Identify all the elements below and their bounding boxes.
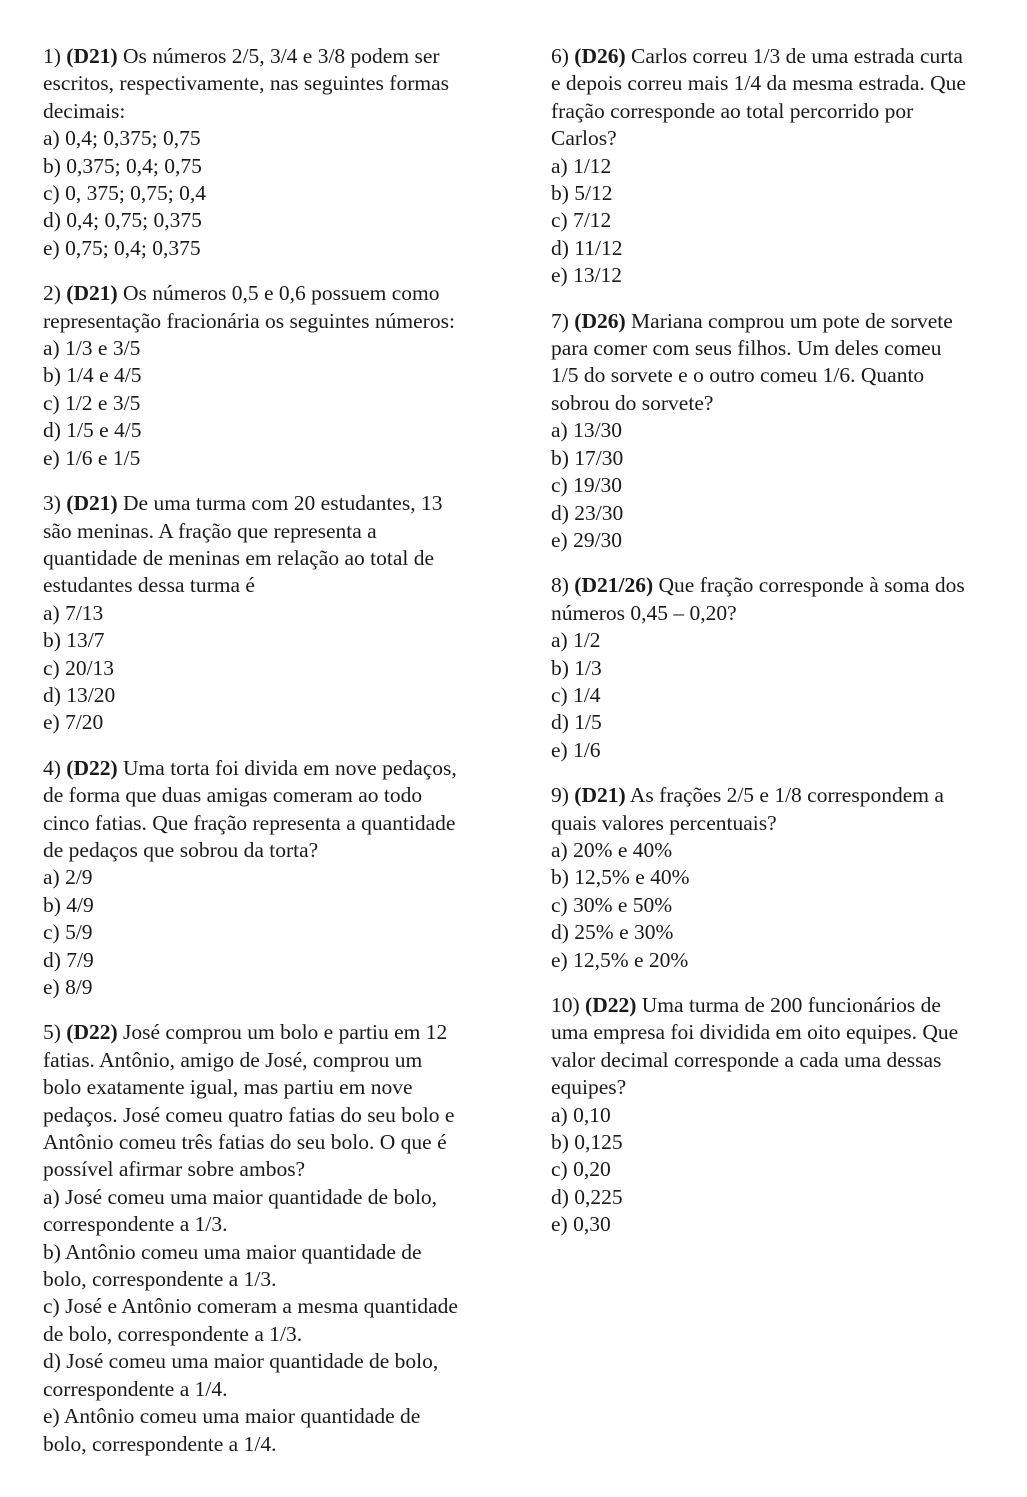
- descriptor-code: (D26): [574, 308, 626, 333]
- answer-option: a) 1/12: [551, 153, 612, 178]
- question-stem-line: para comer com seus filhos. Um deles comeu: [551, 336, 942, 361]
- question-block: [43, 43, 488, 262]
- question-stem-line: quantidade de meninas em relação ao total de: [43, 545, 435, 570]
- question-stem-line: Carlos?: [551, 126, 617, 151]
- question-stem-line: [43, 755, 488, 782]
- question-stem-line: [551, 43, 996, 70]
- question-stem-line: quais valores percentuais?: [551, 810, 777, 835]
- answer-option: b) 13/7: [43, 628, 105, 653]
- answer-option: e) 13/12: [551, 263, 623, 288]
- descriptor-code: (D21): [574, 783, 626, 808]
- question-spacer: [551, 554, 996, 572]
- question-stem-line: escritos, respectivamente, nas seguintes formas: [43, 71, 449, 96]
- question-text: Uma turma de 200 funcionários de: [641, 993, 941, 1017]
- answer-option: e) 1/6 e 1/5: [43, 445, 141, 470]
- question-stem-line: [551, 308, 996, 335]
- question-block: [551, 43, 996, 290]
- question-spacer: [43, 472, 488, 490]
- descriptor-code: (D21/26): [574, 573, 654, 598]
- question-block: [551, 308, 996, 555]
- answer-option: c) 7/12: [551, 208, 612, 233]
- question-stem-line: equipes?: [551, 1075, 627, 1100]
- answer-option: b) 0,125: [551, 1130, 623, 1155]
- question-stem-line: [551, 782, 996, 809]
- answer-option: b) 1/4 e 4/5: [43, 363, 142, 388]
- answer-option: a) 13/30: [551, 418, 623, 443]
- question-text: Carlos correu 1/3 de uma estrada curta: [631, 44, 963, 68]
- answer-option: bolo, correspondente a 1/4.: [43, 1431, 277, 1456]
- question-stem-line: e depois correu mais 1/4 da mesma estrada. Que: [551, 71, 966, 96]
- question-block: [551, 992, 996, 1239]
- question-block: [43, 280, 488, 472]
- question-stem-line: possível afirmar sobre ambos?: [43, 1157, 306, 1182]
- answer-option: d) 25% e 30%: [551, 920, 674, 945]
- question-block: [551, 782, 996, 974]
- question-stem-line: fração corresponde ao total percorrido por: [551, 98, 914, 123]
- answer-option: a) 1/3 e 3/5: [43, 336, 141, 361]
- question-stem-line: números 0,45 – 0,20?: [551, 600, 737, 625]
- answer-option: d) 13/20: [43, 682, 116, 707]
- question-block: [43, 755, 488, 1002]
- question-stem-line: 1/5 do sorvete e o outro comeu 1/6. Quanto: [551, 363, 925, 388]
- answer-option: a) 0,4; 0,375; 0,75: [43, 126, 201, 151]
- question-stem-line: Antônio comeu três fatias do seu bolo. O que é: [43, 1130, 447, 1155]
- answer-option: e) 0,30: [551, 1212, 611, 1237]
- answer-option: e) Antônio comeu uma maior quantidade de: [43, 1404, 421, 1429]
- answer-option: c) 1/2 e 3/5: [43, 390, 141, 415]
- question-number: 10): [551, 993, 580, 1017]
- answer-option: a) José comeu uma maior quantidade de bolo,: [43, 1184, 438, 1209]
- descriptor-code: (D21): [66, 491, 118, 516]
- question-stem-line: [43, 280, 488, 307]
- question-spacer: [43, 262, 488, 280]
- answer-option: c) 5/9: [43, 920, 93, 945]
- answer-option: c) José e Antônio comeram a mesma quantidade: [43, 1294, 458, 1319]
- answer-option: b) Antônio comeu uma maior quantidade de: [43, 1239, 422, 1264]
- answer-option: e) 8/9: [43, 975, 93, 999]
- answer-option: d) 0,225: [551, 1184, 623, 1209]
- answer-option: a) 0,10: [551, 1102, 611, 1127]
- question-stem-line: [551, 992, 996, 1019]
- question-stem-line: sobrou do sorvete?: [551, 390, 714, 415]
- question-block: [43, 1019, 488, 1458]
- question-stem-line: são meninas. A fração que representa a: [43, 518, 377, 543]
- answer-option: c) 30% e 50%: [551, 892, 673, 917]
- question-number: 3): [43, 491, 61, 516]
- right-column: [551, 43, 996, 1239]
- descriptor-code: (D22): [66, 1020, 118, 1045]
- answer-option: a) 20% e 40%: [551, 837, 673, 862]
- descriptor-code: (D21): [66, 44, 118, 68]
- question-stem-line: bolo exatamente igual, mas partiu em nove: [43, 1075, 413, 1100]
- question-number: 8): [551, 573, 569, 598]
- descriptor-code: (D26): [574, 44, 626, 68]
- answer-option: d) 23/30: [551, 500, 624, 525]
- question-spacer: [43, 737, 488, 755]
- question-block: [43, 490, 488, 737]
- answer-option: d) 1/5 e 4/5: [43, 418, 142, 443]
- answer-option: d) 0,4; 0,75; 0,375: [43, 208, 202, 233]
- answer-option: e) 7/20: [43, 710, 104, 735]
- left-column: [43, 43, 488, 1458]
- answer-option: a) 2/9: [43, 865, 93, 890]
- question-number: 2): [43, 281, 61, 306]
- answer-option: b) 0,375; 0,4; 0,75: [43, 153, 202, 178]
- answer-option: correspondente a 1/4.: [43, 1376, 228, 1401]
- answer-option: bolo, correspondente a 1/3.: [43, 1267, 277, 1292]
- question-text: Mariana comprou um pote de sorvete: [631, 308, 953, 333]
- question-stem-line: fatias. Antônio, amigo de José, comprou um: [43, 1047, 423, 1072]
- answer-option: de bolo, correspondente a 1/3.: [43, 1321, 303, 1346]
- answer-option: a) 1/2: [551, 628, 601, 653]
- question-spacer: [43, 1001, 488, 1019]
- answer-option: d) 1/5: [551, 710, 602, 735]
- answer-option: c) 0,20: [551, 1157, 611, 1182]
- answer-option: e) 29/30: [551, 527, 623, 552]
- descriptor-code: (D21): [66, 281, 118, 306]
- question-stem-line: valor decimal corresponde a cada uma dessas: [551, 1047, 942, 1072]
- question-stem-line: [43, 490, 488, 517]
- answer-option: b) 5/12: [551, 181, 613, 206]
- question-number: 5): [43, 1020, 61, 1045]
- descriptor-code: (D22): [585, 993, 637, 1017]
- answer-option: c) 20/13: [43, 655, 115, 680]
- question-stem-line: cinco fatias. Que fração representa a quantidade: [43, 810, 456, 835]
- answer-option: b) 4/9: [43, 892, 94, 917]
- question-stem-line: pedaços. José comeu quatro fatias do seu bolo e: [43, 1102, 455, 1127]
- question-text: De uma turma com 20 estudantes, 13: [123, 491, 443, 516]
- answer-option: c) 19/30: [551, 473, 623, 498]
- question-number: 4): [43, 755, 61, 780]
- question-stem-line: [43, 43, 488, 70]
- question-text: Que fração corresponde à soma dos: [658, 573, 965, 598]
- question-text: Uma torta foi divida em nove pedaços,: [123, 755, 457, 780]
- answer-option: d) 11/12: [551, 235, 623, 260]
- question-stem-line: de pedaços que sobrou da torta?: [43, 837, 319, 862]
- question-stem-line: decimais:: [43, 98, 126, 123]
- question-text: As frações 2/5 e 1/8 correspondem a: [629, 783, 944, 808]
- answer-option: b) 12,5% e 40%: [551, 865, 690, 890]
- question-stem-line: de forma que duas amigas comeram ao todo: [43, 783, 423, 808]
- question-stem-line: [43, 1019, 488, 1046]
- question-number: 1): [43, 44, 61, 68]
- answer-option: c) 0, 375; 0,75; 0,4: [43, 181, 207, 206]
- question-stem-line: representação fracionária os seguintes números:: [43, 308, 455, 333]
- question-number: 7): [551, 308, 569, 333]
- answer-option: correspondente a 1/3.: [43, 1212, 228, 1237]
- answer-option: d) 7/9: [43, 947, 94, 972]
- question-spacer: [551, 974, 996, 992]
- answer-option: e) 12,5% e 20%: [551, 947, 689, 972]
- answer-option: b) 17/30: [551, 445, 624, 470]
- question-text: José comprou um bolo e partiu em 12: [123, 1020, 448, 1045]
- question-stem-line: [551, 572, 996, 599]
- question-spacer: [551, 290, 996, 308]
- answer-option: d) José comeu uma maior quantidade de bolo,: [43, 1349, 439, 1374]
- answer-option: c) 1/4: [551, 682, 601, 707]
- question-text: Os números 2/5, 3/4 e 3/8 podem ser: [123, 44, 440, 68]
- question-block: [551, 572, 996, 764]
- question-text: Os números 0,5 e 0,6 possuem como: [123, 281, 440, 306]
- answer-option: e) 0,75; 0,4; 0,375: [43, 235, 201, 260]
- question-stem-line: estudantes dessa turma é: [43, 573, 255, 598]
- answer-option: a) 7/13: [43, 600, 104, 625]
- question-number: 9): [551, 783, 569, 808]
- question-stem-line: uma empresa foi dividida em oito equipes. Que: [551, 1020, 959, 1045]
- answer-option: e) 1/6: [551, 737, 601, 762]
- question-spacer: [551, 764, 996, 782]
- answer-option: b) 1/3: [551, 655, 602, 680]
- descriptor-code: (D22): [66, 755, 118, 780]
- question-number: 6): [551, 44, 569, 68]
